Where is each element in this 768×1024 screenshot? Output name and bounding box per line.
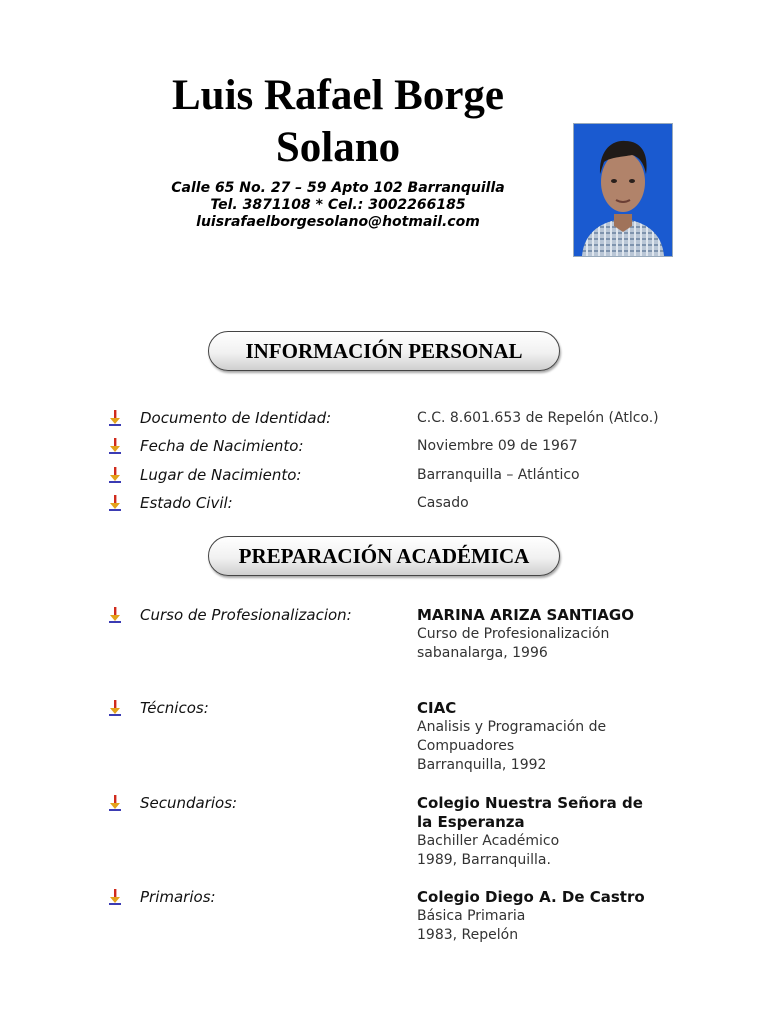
personal-label: Fecha de Nacimiento: xyxy=(140,437,304,455)
degree-line: Compuadores xyxy=(417,738,515,754)
personal-label: Estado Civil: xyxy=(140,494,233,512)
address-line: Calle 65 No. 27 – 59 Apto 102 Barranquilla xyxy=(171,180,505,196)
personal-value: Barranquilla – Atlántico xyxy=(417,467,580,483)
academic-value xyxy=(417,794,657,870)
arrow-bullet-icon xyxy=(107,467,123,483)
academic-label: Secundarios: xyxy=(140,794,238,812)
email-line: luisrafaelborgesolano@hotmail.com xyxy=(196,214,480,230)
arrow-bullet-icon xyxy=(107,889,123,905)
degree-line: Analisis y Programación de xyxy=(417,719,607,735)
phone-line: Tel. 3871108 * Cel.: 3002266185 xyxy=(210,197,466,213)
personal-info-heading: INFORMACIÓN PERSONAL xyxy=(208,331,560,371)
arrow-bullet-icon xyxy=(107,438,123,454)
academic-label: Primarios: xyxy=(140,888,216,906)
arrow-bullet-icon xyxy=(107,495,123,511)
academic-heading: PREPARACIÓN ACADÉMICA xyxy=(208,536,560,576)
academic-value xyxy=(417,888,747,945)
arrow-bullet-icon xyxy=(107,607,123,623)
degree-line: Bachiller Académico xyxy=(417,833,560,849)
name-line-2: Solano xyxy=(275,124,401,171)
arrow-bullet-icon xyxy=(107,795,123,811)
personal-label: Documento de Identidad: xyxy=(140,409,332,427)
personal-label: Lugar de Nacimiento: xyxy=(140,466,302,484)
arrow-bullet-icon xyxy=(107,410,123,426)
personal-value: Noviembre 09 de 1967 xyxy=(417,438,578,454)
date-line: 1989, Barranquilla. xyxy=(417,852,551,868)
contact-block xyxy=(118,180,558,231)
academic-value xyxy=(417,699,747,775)
date-line: Barranquilla, 1992 xyxy=(417,757,547,773)
institution-name: Colegio Nuestra Señora de la Esperanza xyxy=(417,794,643,831)
date-line: sabanalarga, 1996 xyxy=(417,645,548,661)
portrait-photo xyxy=(573,123,673,257)
academic-value xyxy=(417,606,747,663)
personal-value: Casado xyxy=(417,495,469,511)
institution-name: MARINA ARIZA SANTIAGO xyxy=(417,606,634,624)
resume-name xyxy=(128,70,548,174)
institution-name: CIAC xyxy=(417,699,457,717)
degree-line: Básica Primaria xyxy=(417,908,526,924)
degree-line: Curso de Profesionalización xyxy=(417,626,610,642)
date-line: 1983, Repelón xyxy=(417,927,519,943)
academic-label: Técnicos: xyxy=(140,699,209,717)
academic-label: Curso de Profesionalizacion: xyxy=(140,606,352,624)
name-line-1: Luis Rafael Borge xyxy=(171,72,505,119)
personal-value: C.C. 8.601.653 de Repelón (Atlco.) xyxy=(417,410,659,426)
institution-name: Colegio Diego A. De Castro xyxy=(417,888,645,906)
arrow-bullet-icon xyxy=(107,700,123,716)
